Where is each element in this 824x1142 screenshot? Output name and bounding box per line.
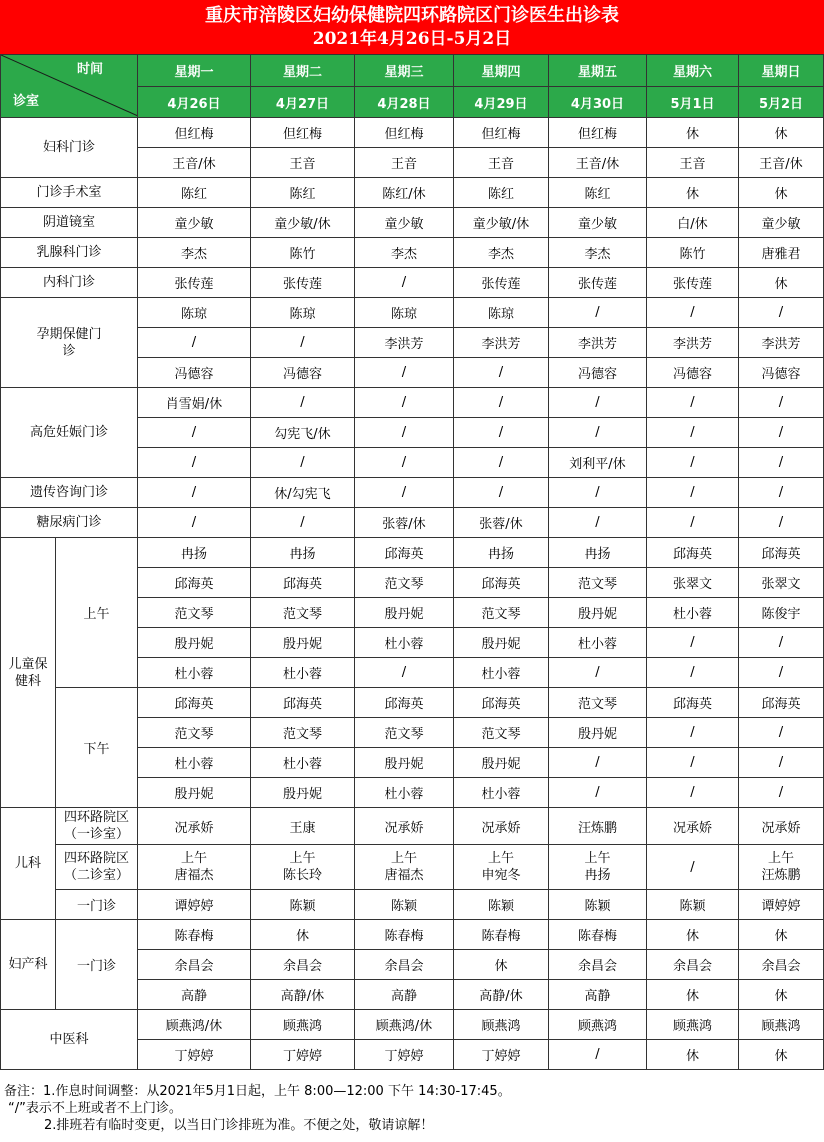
schedule-cell: / [647,508,739,538]
schedule-cell-line: 上午 [289,851,316,866]
schedule-cell: / [647,298,739,328]
schedule-cell: 李洪芳 [355,328,454,358]
schedule-cell: 休 [739,1040,824,1070]
schedule-cell: 殷丹妮 [355,598,454,628]
schedule-cell: 范文琴 [549,568,647,598]
page-subtitle-date-range: 2021年4月26日-5月2日 [312,29,512,49]
schedule-cell: / [251,388,355,418]
table-row [1,920,824,950]
schedule-cell: 陈红 [138,178,251,208]
header-room-label: 诊室 [13,94,40,109]
schedule-cell: 丁婷婷 [138,1040,251,1070]
schedule-cell: / [355,448,454,478]
schedule-cell: 冉扬 [549,538,647,568]
schedule-cell: 张翠文 [739,568,824,598]
date-header: 5月2日 [739,87,824,118]
schedule-cell: 休 [647,118,739,148]
schedule-cell: 况承娇 [454,808,549,845]
schedule-cell: 邱海英 [355,538,454,568]
schedule-cell-line: 上午 [390,851,417,866]
schedule-cell: 陈琼 [355,298,454,328]
note-line: 2.排班若有临时变更，以当日门诊排班为准。不便之处，敬请谅解！ [44,1118,434,1133]
schedule-cell: 余昌会 [549,950,647,980]
schedule-cell: / [549,748,647,778]
schedule-cell: 李洪芳 [549,328,647,358]
schedule-cell: 陈竹 [647,238,739,268]
schedule-cell: 王音/休 [549,148,647,178]
schedule-cell: / [647,778,739,808]
date-header: 4月27日 [251,87,355,118]
schedule-cell: 陈红 [251,178,355,208]
schedule-cell: 王音 [454,148,549,178]
date-header: 4月29日 [454,87,549,118]
schedule-cell [739,845,824,890]
schedule-cell: 谭婷婷 [739,890,824,920]
schedule-cell: 殷丹妮 [454,748,549,778]
weekday-header: 星期四 [454,55,549,87]
table-row [1,538,824,568]
date-header: 4月28日 [355,87,454,118]
schedule-cell: 顾燕鸿/休 [355,1010,454,1040]
schedule-cell: 邱海英 [138,688,251,718]
schedule-cell: 杜小蓉 [138,748,251,778]
schedule-cell: 张传莲 [647,268,739,298]
schedule-cell: 范文琴 [454,718,549,748]
schedule-cell: 陈颖 [251,890,355,920]
schedule-cell: / [647,448,739,478]
schedule-cell: / [355,418,454,448]
schedule-cell: 陈琼 [251,298,355,328]
schedule-cell: 顾燕鸿 [739,1010,824,1040]
dept-gynecology-label: 妇科门诊 [1,118,138,178]
dept-breast-label: 乳腺科门诊 [1,238,138,268]
schedule-cell: 休 [454,950,549,980]
schedule-cell: / [647,418,739,448]
schedule-cell: 张蓉/休 [454,508,549,538]
schedule-cell: 殷丹妮 [251,628,355,658]
schedule-cell: 王音/休 [138,148,251,178]
schedule-cell: 陈春梅 [355,920,454,950]
table-row [1,118,824,148]
weekday-header: 星期五 [549,55,647,87]
schedule-cell: 但红梅 [138,118,251,148]
schedule-cell: 陈俊宇 [739,598,824,628]
schedule-cell: 张传莲 [251,268,355,298]
schedule-cell: / [454,388,549,418]
schedule-cell: 高静/休 [251,980,355,1010]
title-banner [0,0,824,54]
schedule-cell: 邱海英 [647,538,739,568]
schedule-cell: 杜小蓉 [251,748,355,778]
schedule-cell: 但红梅 [251,118,355,148]
date-header: 4月30日 [549,87,647,118]
schedule-cell: 张传莲 [549,268,647,298]
schedule-cell: 邱海英 [647,688,739,718]
clinic-room-1-label: 四环路院区（一诊室） [56,808,138,845]
schedule-cell-line: 唐福杰 [174,868,214,883]
dept-prenatal-care-label: 孕期保健门诊 [1,298,138,388]
table-row [1,508,824,538]
schedule-cell: 顾燕鸿 [549,1010,647,1040]
schedule-cell: / [739,778,824,808]
schedule-cell: / [739,748,824,778]
schedule-cell: / [251,508,355,538]
schedule-cell: 陈琼 [138,298,251,328]
schedule-cell: 范文琴 [138,598,251,628]
schedule-cell-line: 陈长玲 [282,868,322,883]
schedule-cell: / [549,388,647,418]
schedule-cell: 休 [739,178,824,208]
dept-obstetrics-label: 妇产科 [1,920,56,1010]
schedule-cell: 休 [739,268,824,298]
schedule-cell [647,845,739,890]
schedule-cell: 李洪芳 [454,328,549,358]
schedule-cell: 杜小蓉 [355,628,454,658]
schedule-cell: 范文琴 [251,598,355,628]
schedule-cell: 余昌会 [355,950,454,980]
clinic-main-label: 一门诊 [56,920,138,1010]
schedule-cell: 高静/休 [454,980,549,1010]
schedule-cell: 李洪芳 [739,328,824,358]
table-row [1,178,824,208]
schedule-cell: 杜小蓉 [454,778,549,808]
schedule-cell: / [549,1040,647,1070]
table-row [1,688,824,718]
schedule-table [0,54,824,1070]
schedule-cell: 殷丹妮 [138,778,251,808]
schedule-cell: / [251,328,355,358]
schedule-cell: 肖雪娟/休 [138,388,251,418]
schedule-cell: / [355,388,454,418]
schedule-cell-line: 上午 [584,851,611,866]
schedule-cell: 况承娇 [739,808,824,845]
dept-pediatrics-label: 儿科 [1,808,56,920]
schedule-cell: 殷丹妮 [138,628,251,658]
schedule-cell: 李杰 [138,238,251,268]
schedule-cell: 但红梅 [549,118,647,148]
schedule-cell: 邱海英 [454,688,549,718]
schedule-cell: 陈红/休 [355,178,454,208]
schedule-cell: / [138,328,251,358]
schedule-cell: 陈颖 [355,890,454,920]
schedule-cell: / [549,478,647,508]
schedule-cell: 王音 [647,148,739,178]
schedule-cell: / [647,718,739,748]
schedule-cell: 范文琴 [549,688,647,718]
schedule-cell: 冉扬 [454,538,549,568]
schedule-cell: 陈红 [454,178,549,208]
session-morning-label: 上午 [56,538,138,688]
schedule-cell [251,845,355,890]
schedule-cell: 高静 [355,980,454,1010]
schedule-cell: 杜小蓉 [549,628,647,658]
schedule-cell [549,845,647,890]
schedule-cell: / [355,358,454,388]
schedule-cell: 但红梅 [454,118,549,148]
schedule-cell: / [454,418,549,448]
schedule-cell: 王康 [251,808,355,845]
footnote [4,1083,820,1134]
page-title: 重庆市涪陵区妇幼保健院四环路院区门诊医生出诊表 [205,5,619,26]
schedule-cell: 杜小蓉 [251,658,355,688]
schedule-cell: 陈竹 [251,238,355,268]
schedule-cell: / [549,508,647,538]
schedule-cell: 殷丹妮 [549,718,647,748]
schedule-cell: / [647,658,739,688]
weekday-header: 星期一 [138,55,251,87]
schedule-cell: 陈颖 [549,890,647,920]
schedule-cell: 顾燕鸿 [454,1010,549,1040]
schedule-cell: 休 [739,118,824,148]
schedule-cell: 休 [251,920,355,950]
weekday-header: 星期二 [251,55,355,87]
schedule-cell: / [647,478,739,508]
schedule-cell: / [739,658,824,688]
schedule-cell: 童少敏 [739,208,824,238]
schedule-cell: 况承娇 [647,808,739,845]
schedule-cell: 李杰 [549,238,647,268]
schedule-cell-line: 上午 [180,851,207,866]
schedule-cell: 杜小蓉 [355,778,454,808]
schedule-cell: 李杰 [454,238,549,268]
schedule-cell: 但红梅 [355,118,454,148]
schedule-cell: 余昌会 [251,950,355,980]
session-afternoon-label: 下午 [56,688,138,808]
schedule-cell: / [739,418,824,448]
schedule-cell: 邱海英 [739,538,824,568]
schedule-cell: 张蓉/休 [355,508,454,538]
schedule-cell: / [549,778,647,808]
schedule-cell: / [138,448,251,478]
schedule-cell [454,845,549,890]
schedule-cell: 陈颖 [647,890,739,920]
schedule-cell-line: 汪炼鹏 [761,868,801,883]
dept-genetic-counseling-label: 遗传咨询门诊 [1,478,138,508]
schedule-cell: 休 [647,920,739,950]
schedule-cell: 休 [739,980,824,1010]
schedule-cell: 余昌会 [647,950,739,980]
weekday-header: 星期三 [355,55,454,87]
schedule-cell: 休 [647,980,739,1010]
weekday-header: 星期六 [647,55,739,87]
table-row [1,890,824,920]
schedule-cell: 汪炼鹏 [549,808,647,845]
schedule-cell: 童少敏/休 [454,208,549,238]
schedule-cell: 殷丹妮 [355,748,454,778]
schedule-cell: / [739,388,824,418]
schedule-cell: 邱海英 [138,568,251,598]
schedule-cell: 范文琴 [251,718,355,748]
schedule-cell: 殷丹妮 [454,628,549,658]
schedule-cell: / [739,478,824,508]
schedule-cell: 勾宪飞/休 [251,418,355,448]
schedule-cell: 况承娇 [138,808,251,845]
schedule-cell: 殷丹妮 [549,598,647,628]
schedule-cell: 邱海英 [454,568,549,598]
schedule-cell: / [549,418,647,448]
schedule-cell: 殷丹妮 [251,778,355,808]
schedule-cell: 冉扬 [251,538,355,568]
schedule-cell: 邱海英 [739,688,824,718]
schedule-cell: 陈春梅 [549,920,647,950]
schedule-cell: / [138,508,251,538]
schedule-cell: / [454,448,549,478]
dept-child-health-label: 儿童保健科 [1,538,56,808]
schedule-cell: / [454,478,549,508]
schedule-cell: 余昌会 [138,950,251,980]
schedule-cell [138,845,251,890]
schedule-cell: / [739,508,824,538]
dept-colposcopy-label: 阴道镜室 [1,208,138,238]
schedule-cell: 唐雅君 [739,238,824,268]
schedule-cell: 冯德容 [138,358,251,388]
schedule-cell: 丁婷婷 [251,1040,355,1070]
schedule-cell: 杜小蓉 [454,658,549,688]
schedule-cell: 陈颖 [454,890,549,920]
table-row [1,388,824,418]
dept-diabetes-label: 糖尿病门诊 [1,508,138,538]
weekday-header: 星期日 [739,55,824,87]
schedule-cell: 杜小蓉 [647,598,739,628]
schedule-cell: / [647,628,739,658]
table-row [1,208,824,238]
schedule-cell: 童少敏 [138,208,251,238]
schedule-cell: / [355,658,454,688]
clinic-room-2-label: 四环路院区（二诊室） [56,845,138,890]
table-row [1,268,824,298]
schedule-cell: 白/休 [647,208,739,238]
schedule-cell: 陈琼 [454,298,549,328]
schedule-cell: 冯德容 [549,358,647,388]
schedule-cell: / [739,448,824,478]
dept-high-risk-pregnancy-label: 高危妊娠门诊 [1,388,138,478]
schedule-cell: 范文琴 [138,718,251,748]
schedule-cell: 张翠文 [647,568,739,598]
header-corner [1,55,138,118]
table-row [1,845,824,890]
schedule-cell: 休 [739,920,824,950]
schedule-cell: 邱海英 [251,568,355,598]
schedule-cell: / [251,448,355,478]
schedule-cell: 余昌会 [739,950,824,980]
schedule-cell: 王音/休 [739,148,824,178]
schedule-cell: / [647,748,739,778]
schedule-cell: / [355,478,454,508]
schedule-body [1,118,824,1070]
schedule-cell: 高静 [138,980,251,1010]
header-time-label: 时间 [76,62,103,77]
schedule-cell-line: 申宛冬 [481,868,521,883]
schedule-cell: 谭婷婷 [138,890,251,920]
schedule-cell: 冉扬 [138,538,251,568]
schedule-cell: 杜小蓉 [138,658,251,688]
schedule-cell: 范文琴 [454,598,549,628]
schedule-cell: 陈红 [549,178,647,208]
schedule-cell: 休 [647,178,739,208]
date-header: 5月1日 [647,87,739,118]
schedule-cell: 范文琴 [355,568,454,598]
schedule-cell: 王音 [251,148,355,178]
schedule-cell-line: 上午 [487,851,514,866]
schedule-cell: 高静 [549,980,647,1010]
schedule-cell: 邱海英 [251,688,355,718]
schedule-cell: 顾燕鸿/休 [138,1010,251,1040]
schedule-cell: / [739,628,824,658]
date-header: 4月26日 [138,87,251,118]
clinic-main-label: 一门诊 [56,890,138,920]
schedule-cell: 顾燕鸿 [647,1010,739,1040]
schedule-cell: 童少敏/休 [251,208,355,238]
schedule-cell-line: 上午 [767,851,794,866]
schedule-cell: 冯德容 [647,358,739,388]
dept-surgery-room-label: 门诊手术室 [1,178,138,208]
schedule-cell: / [739,718,824,748]
schedule-cell: 李杰 [355,238,454,268]
dept-tcm-label: 中医科 [1,1010,138,1070]
table-row [1,808,824,845]
schedule-cell [355,845,454,890]
schedule-cell: / [647,388,739,418]
schedule-cell: / [355,268,454,298]
schedule-cell: 张传莲 [454,268,549,298]
schedule-cell: 休 [647,1040,739,1070]
schedule-cell: 刘利平/休 [549,448,647,478]
schedule-cell: 丁婷婷 [355,1040,454,1070]
schedule-cell: 陈春梅 [138,920,251,950]
schedule-cell: 冯德容 [739,358,824,388]
schedule-cell: / [138,478,251,508]
schedule-cell: 张传莲 [138,268,251,298]
schedule-cell-line: 冉扬 [584,868,611,883]
table-row [1,238,824,268]
schedule-cell: 童少敏 [355,208,454,238]
schedule-cell: 李洪芳 [647,328,739,358]
schedule-cell: 况承娇 [355,808,454,845]
note-line: 备注：1.作息时间调整：从2021年5月1日起，上午 8:00—12:00 下午 14:30-17:45。 [4,1084,511,1099]
schedule-cell: 休/勾宪飞 [251,478,355,508]
table-row [1,298,824,328]
schedule-cell: / [138,418,251,448]
schedule-cell-line: 唐福杰 [384,868,424,883]
schedule-cell-line: / [690,859,695,875]
note-line: “/”表示不上班或者不上门诊。 [8,1101,182,1116]
schedule-cell: 顾燕鸿 [251,1010,355,1040]
schedule-cell: 丁婷婷 [454,1040,549,1070]
dept-internal-label: 内科门诊 [1,268,138,298]
schedule-cell: 邱海英 [355,688,454,718]
schedule-cell: 童少敏 [549,208,647,238]
schedule-cell: 冯德容 [251,358,355,388]
table-row [1,478,824,508]
schedule-cell: / [549,658,647,688]
schedule-cell: 范文琴 [355,718,454,748]
schedule-cell: / [739,298,824,328]
table-row [1,1010,824,1040]
schedule-cell: 陈春梅 [454,920,549,950]
schedule-cell: / [549,298,647,328]
schedule-cell: 王音 [355,148,454,178]
schedule-cell: / [454,358,549,388]
